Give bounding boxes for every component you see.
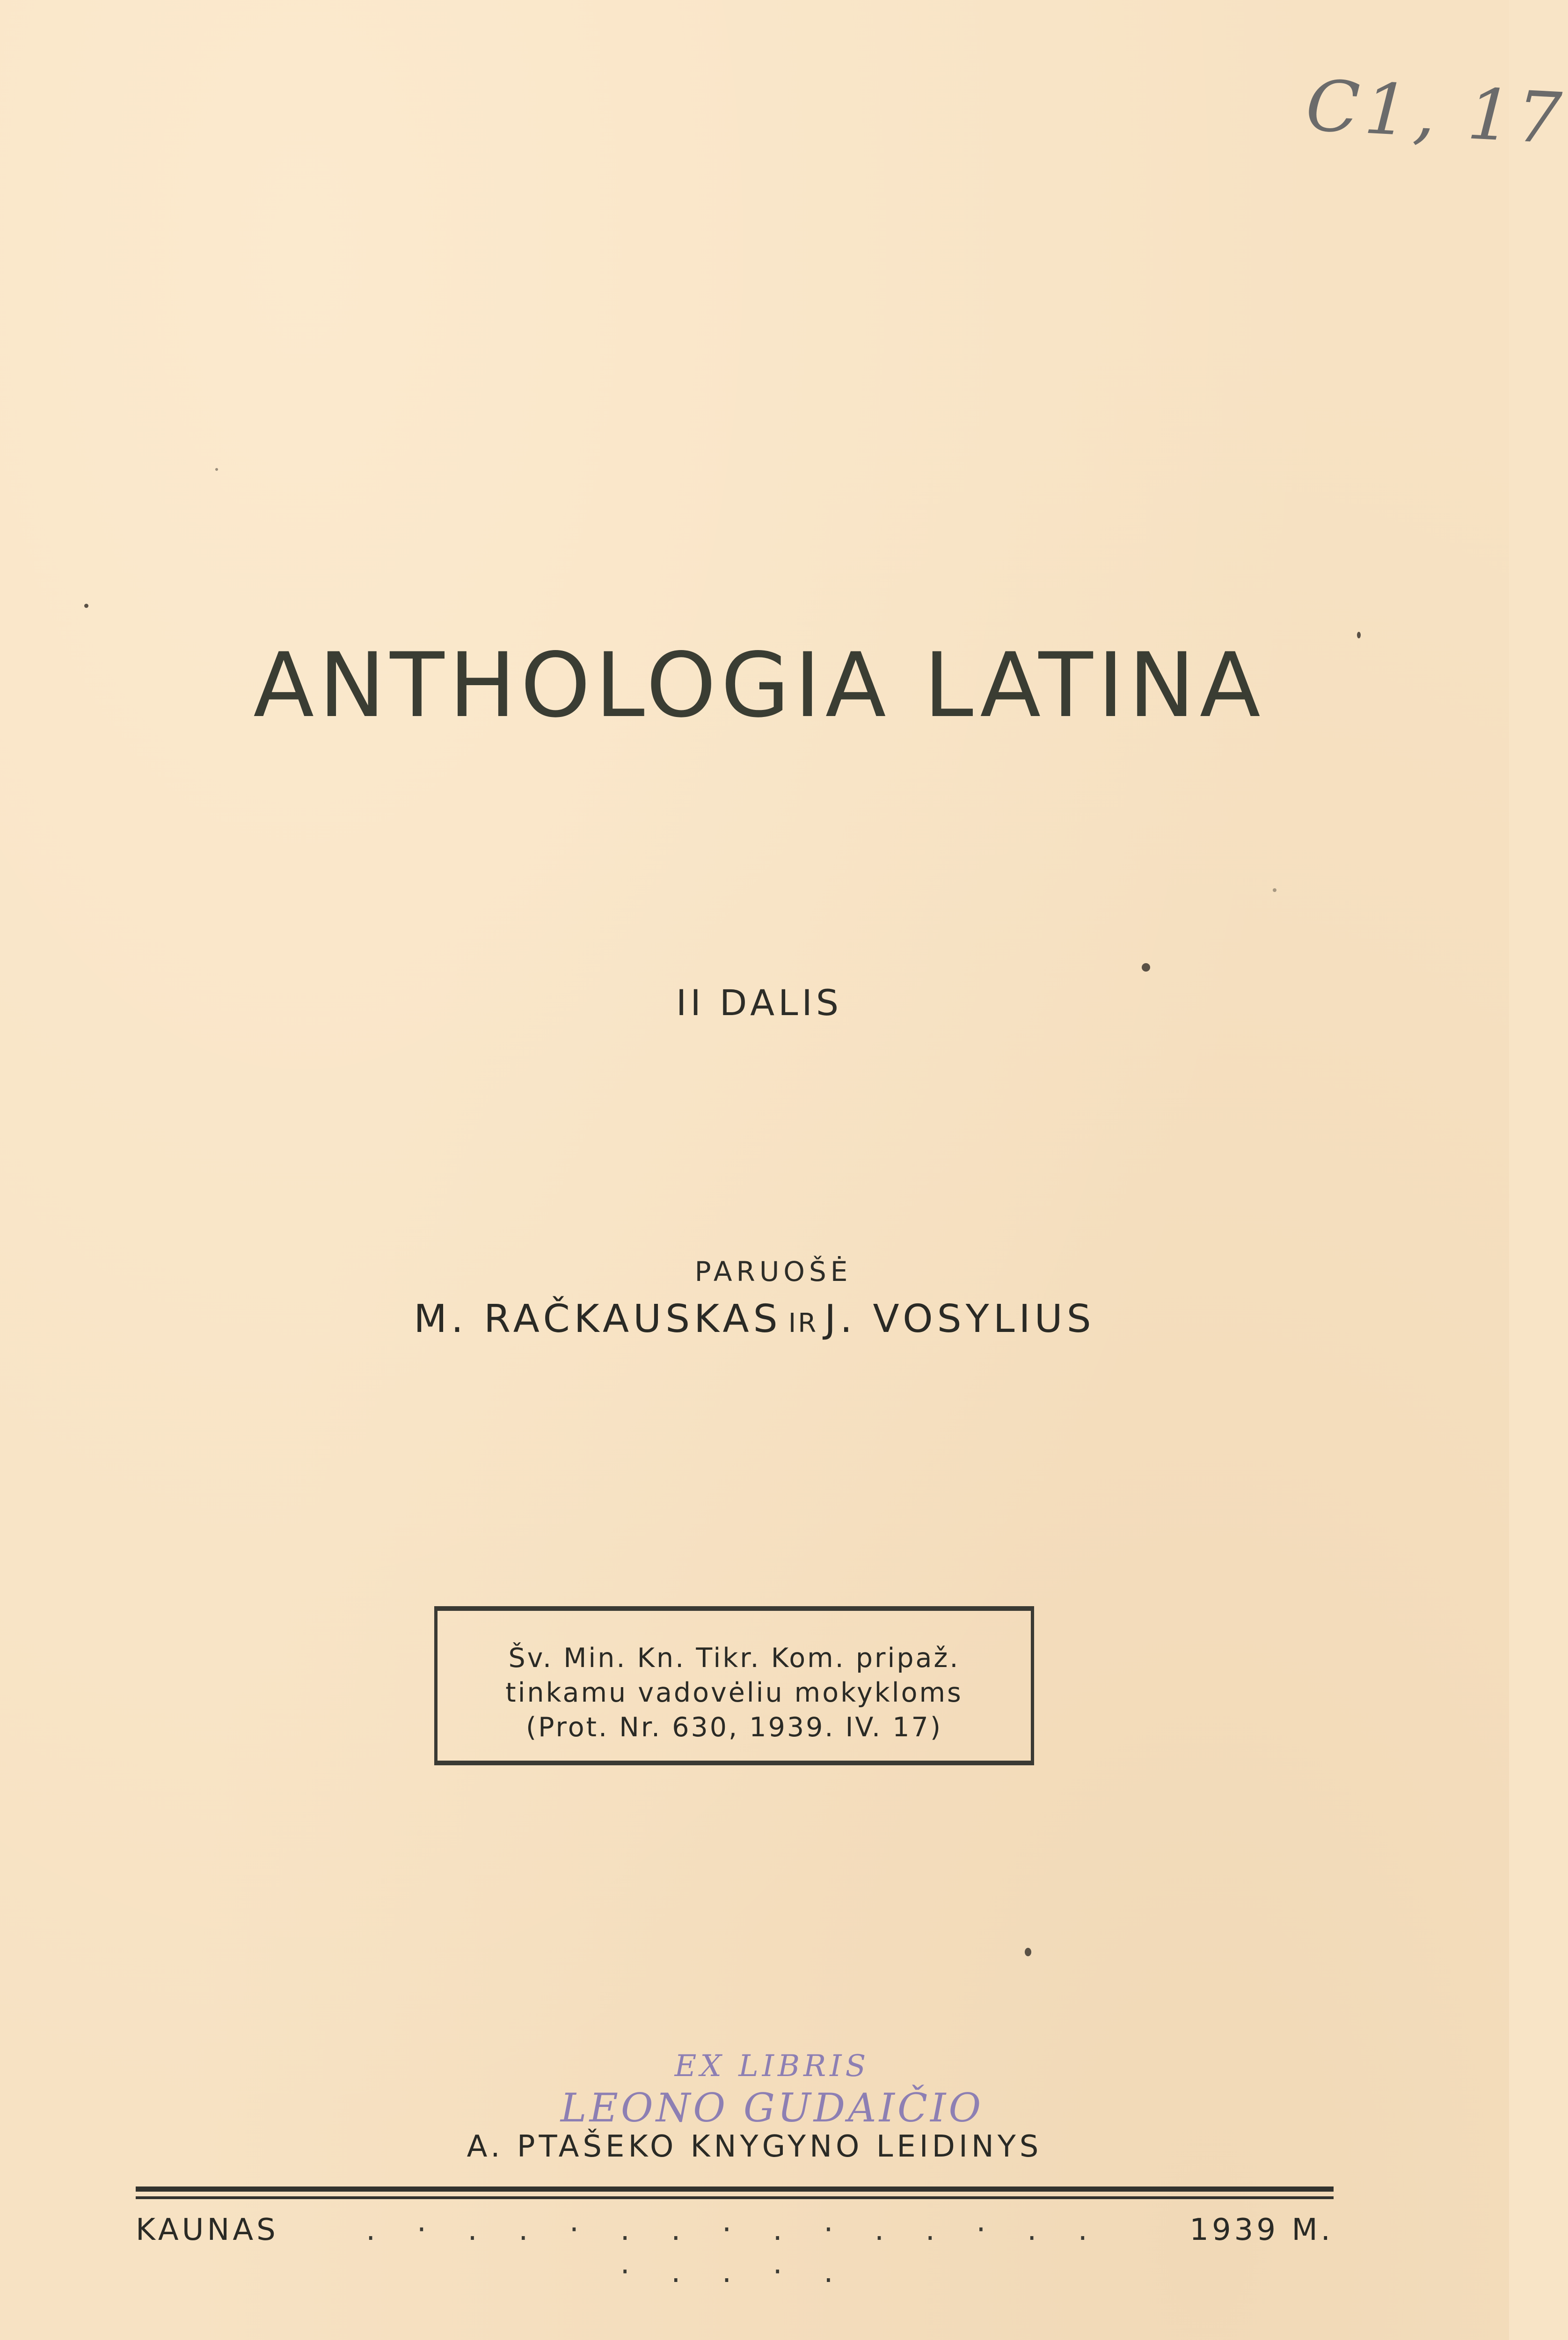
- prepared-by-label: PARUOŠĖ: [694, 1256, 852, 1287]
- paper-speck: [1357, 632, 1361, 638]
- approval-box: [434, 1606, 1034, 1765]
- paper-speck: [1025, 1948, 1031, 1956]
- handwritten-shelf-mark: C1, 17: [1304, 65, 1568, 161]
- part-label: II DALIS: [676, 982, 843, 1024]
- book-title: ANTHOLOGIA LATINA: [253, 634, 1265, 737]
- footer-rule-thin: [136, 2196, 1334, 2199]
- ex-libris-stamp-name: LEONO GUDAIČIO: [560, 2085, 984, 2131]
- author-second: J. VOSYLIUS: [824, 1297, 1095, 1341]
- approval-line-2: tinkamu vadovėliu mokykloms: [505, 1677, 963, 1708]
- approval-line-3: (Prot. Nr. 630, 1939. IV. 17): [525, 1712, 943, 1743]
- author-first: M. RAČKAUSKAS: [414, 1297, 782, 1341]
- approval-line-1: Šv. Min. Kn. Tikr. Kom. pripaž.: [508, 1643, 960, 1674]
- paper-speck: [84, 604, 88, 608]
- paper-speck: [215, 468, 218, 471]
- author-conjunction: IR: [788, 1308, 818, 1338]
- ex-libris-stamp-top: EX LIBRIS: [674, 2049, 870, 2084]
- paper-speck: [1142, 963, 1150, 972]
- footer-rule-thick: [136, 2186, 1334, 2192]
- authors-line: [0, 1297, 1509, 1341]
- publisher-line: A. PTAŠEKO KNYGYNO LEIDINYS: [467, 2129, 1043, 2164]
- imprint-city: KAUNAS: [136, 2213, 279, 2247]
- approval-text: [438, 1641, 1031, 1745]
- imprint-row: [136, 2209, 1334, 2289]
- paper-speck: [1273, 888, 1276, 892]
- imprint-year: 1939 M.: [1189, 2213, 1334, 2247]
- imprint-dot-leader: . · . . · . . · . · . . · . . · . . · .: [366, 2213, 1103, 2289]
